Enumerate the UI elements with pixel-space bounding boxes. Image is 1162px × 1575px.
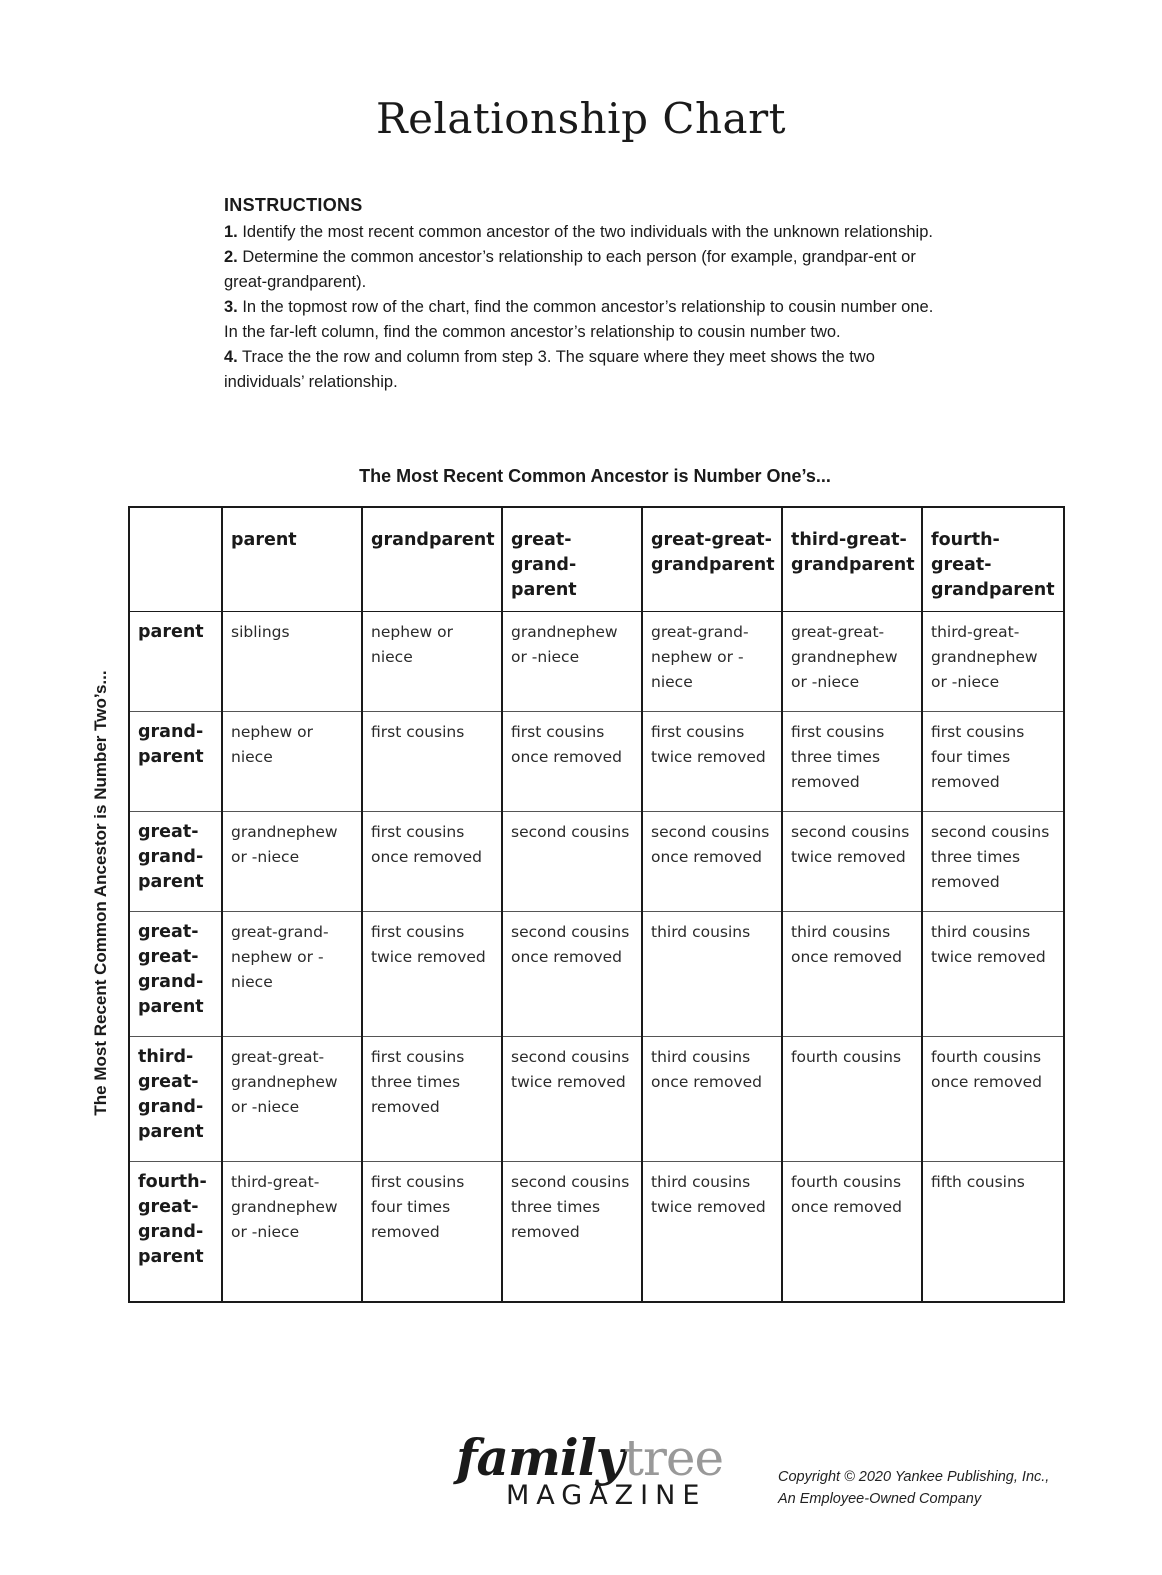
relationship-cell: first cousins twice removed	[362, 912, 502, 1037]
row-header: third-great-grand-parent	[129, 1037, 222, 1162]
relationship-cell: first cousins four times removed	[362, 1162, 502, 1302]
relationship-cell: grandnephew or -niece	[222, 812, 362, 912]
relationship-cell: second cousins twice removed	[502, 1037, 642, 1162]
relationship-cell: fourth cousins	[782, 1037, 922, 1162]
copyright-line: Copyright © 2020 Yankee Publishing, Inc.,	[778, 1469, 1050, 1485]
table-row	[129, 712, 1064, 812]
table-row	[129, 912, 1064, 1037]
step-text: In the topmost row of the chart, find the common ancestor’s relationship to cousin number one. In the far-left column, find the common ancestor’s relationship to cousin number two.	[224, 298, 934, 341]
corner-cell	[129, 507, 222, 612]
column-axis-caption: The Most Recent Common Ancestor is Number One’s...	[359, 466, 831, 486]
relationship-cell: third cousins once removed	[642, 1037, 782, 1162]
copyright-notice	[778, 1466, 1049, 1510]
relationship-cell: siblings	[222, 612, 362, 712]
relationship-cell: first cousins once removed	[502, 712, 642, 812]
instruction-step	[224, 345, 934, 395]
row-header: great-great-grand-parent	[129, 912, 222, 1037]
relationship-cell: second cousins three times removed	[922, 812, 1064, 912]
logo-magazine: MAGAZINE	[506, 1480, 707, 1511]
relationship-cell: third-great-grandnephew or -niece	[922, 612, 1064, 712]
step-number: 1.	[224, 223, 238, 241]
table-row	[129, 812, 1064, 912]
step-text: Identify the most recent common ancestor of the two individuals with the unknown relationship.	[237, 223, 933, 241]
column-header: third-great-grandparent	[782, 507, 922, 612]
relationship-cell: great-great-grandnephew or -niece	[222, 1037, 362, 1162]
copyright-line: An Employee-Owned Company	[778, 1491, 982, 1507]
relationship-cell: great-grand-nephew or -niece	[222, 912, 362, 1037]
table-row	[129, 1037, 1064, 1162]
relationship-cell: third-great-grandnephew or -niece	[222, 1162, 362, 1302]
relationship-cell: fifth cousins	[922, 1162, 1064, 1302]
row-header: fourth-great-grand-parent	[129, 1162, 222, 1302]
familytree-magazine-logo	[456, 1428, 724, 1511]
instructions-section	[224, 193, 934, 395]
relationship-cell: first cousins three times removed	[782, 712, 922, 812]
instruction-step	[224, 220, 934, 245]
logo-wordmark: familytree	[456, 1428, 724, 1487]
step-text: Trace the the row and column from step 3. The square where they meet shows the two individuals’ relationship.	[224, 348, 875, 391]
row-header: great-grand-parent	[129, 812, 222, 912]
instruction-step	[224, 245, 934, 295]
row-axis-caption: The Most Recent Common Ancestor is Number Two’s...	[91, 670, 110, 1116]
instructions-heading: INSTRUCTIONS	[224, 195, 363, 215]
relationship-cell: fourth cousins once removed	[922, 1037, 1064, 1162]
step-text: Determine the common ancestor’s relationship to each person (for example, grandpar-ent or great-grandparent).	[224, 248, 916, 291]
relationship-cell: grandnephew or -niece	[502, 612, 642, 712]
row-header: grand-parent	[129, 712, 222, 812]
column-header: great-grand-parent	[502, 507, 642, 612]
relationship-cell: first cousins four times removed	[922, 712, 1064, 812]
relationship-cell: nephew or niece	[362, 612, 502, 712]
relationship-cell: second cousins	[502, 812, 642, 912]
relationship-cell: first cousins twice removed	[642, 712, 782, 812]
relationship-cell: third cousins twice removed	[642, 1162, 782, 1302]
relationship-cell: great-great-grandnephew or -niece	[782, 612, 922, 712]
relationship-cell: second cousins three times removed	[502, 1162, 642, 1302]
column-header-row	[129, 507, 1064, 612]
relationship-cell: second cousins once removed	[642, 812, 782, 912]
relationship-cell: first cousins three times removed	[362, 1037, 502, 1162]
column-header: grandparent	[362, 507, 502, 612]
relationship-cell: first cousins	[362, 712, 502, 812]
table-row	[129, 612, 1064, 712]
step-number: 2.	[224, 248, 238, 266]
relationship-table	[128, 506, 1065, 1303]
relationship-cell: third cousins	[642, 912, 782, 1037]
relationship-cell: nephew or niece	[222, 712, 362, 812]
relationship-cell: second cousins twice removed	[782, 812, 922, 912]
instruction-step	[224, 295, 934, 345]
relationship-cell: third cousins twice removed	[922, 912, 1064, 1037]
row-header: parent	[129, 612, 222, 712]
relationship-cell: great-grand-nephew or -niece	[642, 612, 782, 712]
column-header: great-great-grandparent	[642, 507, 782, 612]
relationship-cell: second cousins once removed	[502, 912, 642, 1037]
table-row	[129, 1162, 1064, 1302]
step-number: 3.	[224, 298, 238, 316]
column-header: fourth-great-grandparent	[922, 507, 1064, 612]
relationship-cell: first cousins once removed	[362, 812, 502, 912]
step-number: 4.	[224, 348, 238, 366]
page-title: Relationship Chart	[375, 94, 787, 143]
relationship-cell: third cousins once removed	[782, 912, 922, 1037]
column-header: parent	[222, 507, 362, 612]
relationship-cell: fourth cousins once removed	[782, 1162, 922, 1302]
